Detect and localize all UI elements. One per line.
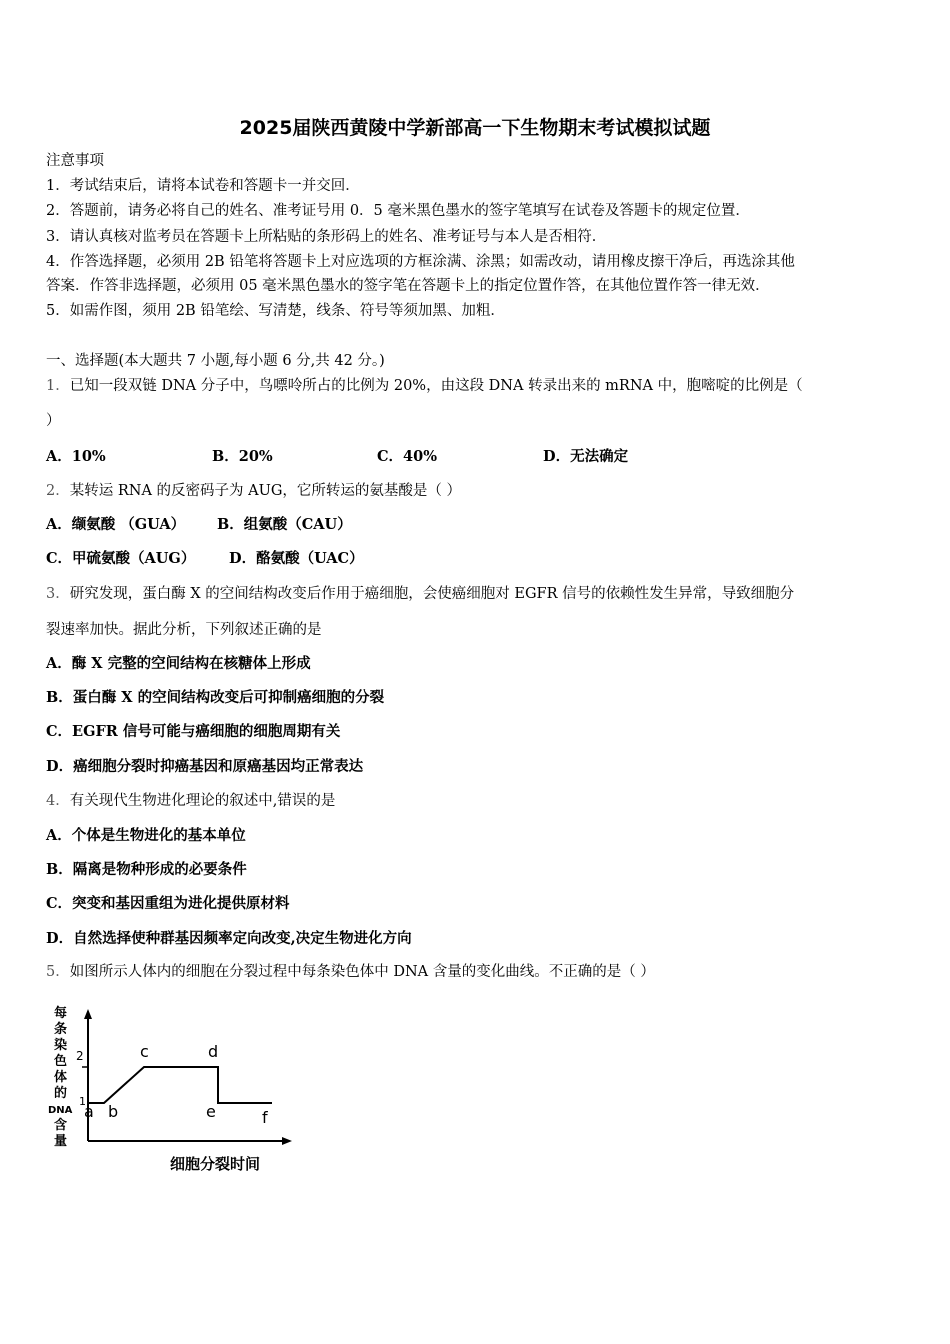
- question-text: 某转运 RNA 的反密码子为 AUG，它所转运的氨基酸是（ ）: [69, 483, 462, 499]
- question-number: 2．: [46, 483, 70, 499]
- option-c: C．40%: [377, 448, 437, 465]
- ylabel-char: 条: [54, 1022, 68, 1037]
- ylabel-char: 色: [54, 1054, 68, 1069]
- option-d: D．酪氨酸（UAC）: [229, 550, 364, 567]
- page-title: 2025届陕西黄陵中学新部高一下生物期末考试模拟试题: [239, 117, 711, 139]
- question-3: [46, 584, 794, 604]
- question-number: 5．: [46, 964, 70, 980]
- option-b: B．20%: [212, 448, 273, 465]
- option-c: C．突变和基因重组为进化提供原材料: [46, 895, 290, 912]
- notice-item: 1．考试结束后，请将本试卷和答题卡一并交回．: [46, 178, 360, 194]
- question-number: 1．: [46, 378, 70, 394]
- question-text: 研究发现，蛋白酶 X 的空间结构改变后作用于癌细胞，会使癌细胞对 EGFR 信号的依赖性发生异常，导致细胞分: [69, 586, 795, 602]
- option-d: D．癌细胞分裂时抑癌基因和原癌基因均正常表达: [46, 758, 364, 775]
- ylabel-char: DNA: [48, 1105, 73, 1116]
- question-1: [46, 376, 803, 396]
- question-text: 有关现代生物进化理论的叙述中,错误的是: [69, 793, 336, 809]
- ylabel-char: 体: [54, 1070, 68, 1085]
- option-d: D．自然选择使种群基因频率定向改变,决定生物进化方向: [46, 930, 412, 947]
- point-label-d: d: [208, 1042, 219, 1061]
- y-tick-label-low: 1: [79, 1095, 86, 1108]
- question-text: 如图所示人体内的细胞在分裂过程中每条染色体中 DNA 含量的变化曲线。不正确的是（ ）: [69, 964, 655, 980]
- option-b: B．蛋白酶 X 的空间结构改变后可抑制癌细胞的分裂: [46, 689, 385, 706]
- notice-item: 4．作答选择题，必须用 2B 铅笔将答题卡上对应选项的方框涂满、涂黑；如需改动，请用橡皮擦干净后，再选涂其他: [46, 254, 795, 270]
- question-2: [46, 481, 461, 501]
- point-label-f: f: [262, 1108, 268, 1127]
- question-5: [46, 962, 655, 982]
- option-a: A．10%: [46, 448, 106, 465]
- question-3-cont: 裂速率加快。据此分析，下列叙述正确的是: [46, 622, 322, 638]
- question-4: [46, 791, 335, 811]
- y-tick-label: 2: [76, 1049, 84, 1063]
- chart-xlabel: 细胞分裂时间: [170, 1155, 261, 1173]
- ylabel-char: 含: [54, 1118, 68, 1133]
- notice-item: 5．如需作图，须用 2B 铅笔绘、写清楚，线条、符号等须加黑、加粗．: [46, 303, 505, 319]
- question-number: 4．: [46, 793, 70, 809]
- x-axis-arrow: [282, 1137, 292, 1145]
- dna-content-chart: [46, 1003, 306, 1178]
- option-a: A．酶 X 完整的空间结构在核糖体上形成: [46, 655, 311, 672]
- point-label-b: b: [108, 1102, 119, 1121]
- question-text: 已知一段双链 DNA 分子中，鸟嘌呤所占的比例为 20%，由这段 DNA 转录出来的 mRNA 中，胞嘧啶的比例是（: [69, 378, 803, 394]
- option-c: C．EGFR 信号可能与癌细胞的细胞周期有关: [46, 723, 341, 740]
- ylabel-char: 染: [54, 1038, 68, 1053]
- section-heading: 一、选择题(本大题共 7 小题,每小题 6 分,共 42 分。): [46, 353, 385, 369]
- notice-item: 答案．作答非选择题，必须用 05 毫米黑色墨水的签字笔在答题卡上的指定位置作答，在其他位置作答一律无效．: [46, 278, 770, 294]
- y-axis-arrow: [84, 1009, 92, 1019]
- point-label-c: c: [140, 1042, 149, 1061]
- option-b: B．隔离是物种形成的必要条件: [46, 861, 247, 878]
- ylabel-char: 量: [54, 1134, 68, 1149]
- point-label-e: e: [206, 1102, 216, 1121]
- question-1-cont: ）: [46, 413, 61, 429]
- ylabel-char: 的: [54, 1086, 68, 1101]
- notice-item: 2．答题前，请务必将自己的姓名、准考证号用 0．5 毫米黑色墨水的签字笔填写在试卷及答题卡的规定位置．: [46, 203, 750, 219]
- option-a: A．个体是生物进化的基本单位: [46, 827, 246, 844]
- option-d: D．无法确定: [543, 448, 629, 465]
- option-b: B．组氨酸（CAU）: [217, 516, 352, 533]
- dna-curve: [88, 1067, 272, 1103]
- point-label-a: a: [84, 1102, 94, 1121]
- question-number: 3．: [46, 586, 70, 602]
- option-c: C．甲硫氨酸（AUG）: [46, 550, 196, 567]
- ylabel-char: 每: [54, 1006, 68, 1021]
- notice-heading: 注意事项: [46, 153, 104, 169]
- chart-ylabel: [48, 1005, 73, 1149]
- notice-item: 3．请认真核对监考员在答题卡上所粘贴的条形码上的姓名、准考证号与本人是否相符．: [46, 229, 607, 245]
- option-a: A．缬氨酸 （GUA）: [46, 516, 186, 533]
